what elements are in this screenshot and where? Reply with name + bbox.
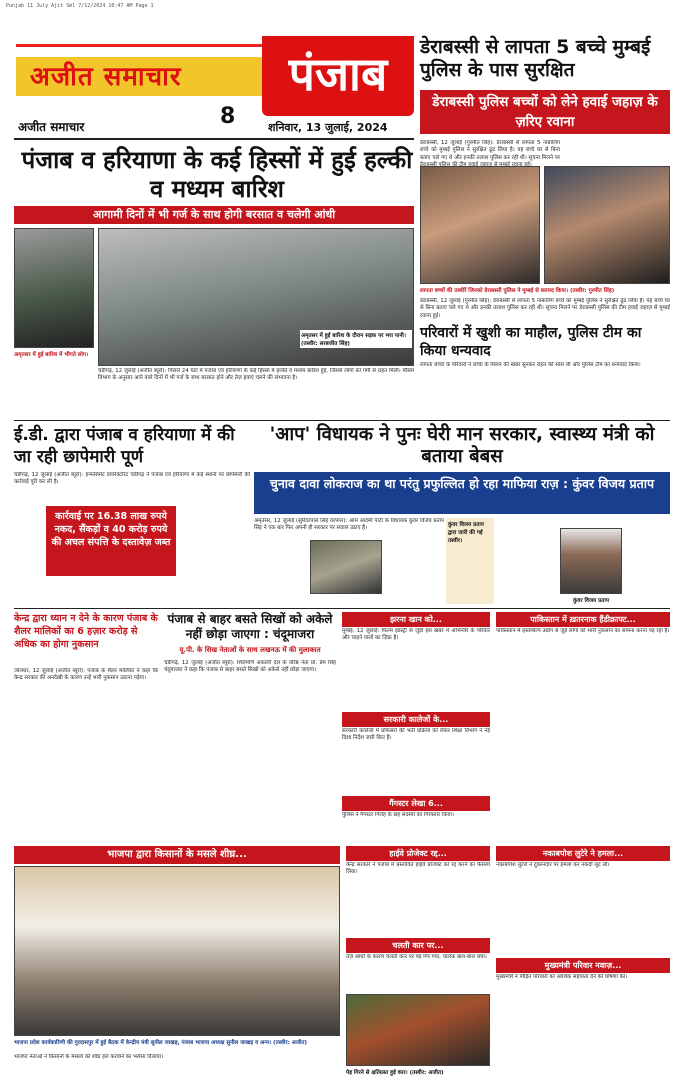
cm-body: मुख्यमंत्री ने पीड़ित परिवारों को आर्थिक सहायता देने की घोषणा की।: [496, 974, 628, 980]
masthead-date: शनिवार, 13 जुलाई, 2024: [268, 121, 388, 134]
bjp-photo: [14, 866, 340, 1036]
page-number: 8: [220, 104, 236, 129]
missing-photo-caption: लापता बच्चों की तस्वीरें जिनको डेराबस्सी पुलिस ने मुम्बई से बरामद किया। (तस्वीर: गुरमीत सिंह): [420, 288, 615, 294]
ed-pull-quote: कार्रवाई पर 16.38 लाख रुपये नकद, सैंकड़ों व 40 करोड़ रुपये की अचल संपत्ति के दस्तावेज़ जब्त: [46, 506, 176, 576]
missing-subhead: डेराबस्सी पुलिस बच्चों को लेने हवाई जहाज़ के ज़रिए रवाना: [420, 90, 670, 134]
print-strip: Punjab 11 July Ajit Sml 7/12/2024 10:47 AM Page 1: [6, 3, 154, 9]
rain-side-caption: अमृतसर में हुई बारिश में भीगते लोग।: [14, 352, 89, 358]
aap-portrait: [560, 528, 622, 594]
sikh-headline: पंजाब से बाहर बसते सिखों को अकेले नहीं छोड़ा जाएगा : चंदूमाजरा: [167, 612, 333, 641]
aap-body: अमृतसर, 12 जुलाई (सुरिंदरपाल सिंह वरपाल): आम आदमी पार्टी के विधायक कुंवर विजय प्रताप सिंह ने एक बार फिर अपनी ही सरकार पर सवाल उठाए हैं।: [254, 518, 444, 532]
colleges-headline: सरकारी कालेजों के...: [342, 712, 490, 727]
bjp-photo-caption: भाजपा प्रदेश कार्यकारिणी की गुरदासपुर में हुई बैठक में केन्द्रीय मंत्री सुनील जाखड़, पंजाब भाजपा अध्यक्ष सुनील जाखड़ व अन्य। (तस्वीर: अजीत): [14, 1040, 308, 1046]
highway-headline: हाईवे प्रोजेक्ट रद्द...: [346, 846, 490, 861]
rain-side-photo: [14, 228, 94, 348]
missing-body-2: डेराबस्सी, 12 जुलाई (गुरमीत सिंह): डेराबस्सी से लापता 5 नाबालिग बच्चे को मुम्बई पुलिस ने सुरक्षित ढूंढ लिया है। यह बच्चे घर से बिना बताए चले गए थे और इनकी तलाश पुलिस कर रही थी। सूचना मिलने पर डेराबस्सी पुलिस की टीम हवाई जहाज़ से मुम्बई रवाना हुई।: [420, 298, 670, 319]
aap-band: चुनाव दावा लोकराज का था परंतु प्रफुल्लित हो रहा माफिया राज़ : कुंवर विजय प्रताप: [254, 472, 670, 514]
jhorna-body: मुम्बई, 12 जुलाई: फिल्म इंडस्ट्री से जुड़ी इस खबर में अभिनेत्री के परिवार और चाहने वालों का ज़िक्र है।: [342, 628, 490, 642]
families-headline: परिवारों में खुशी का माहौल, पुलिस टीम का किया धन्यवाद: [420, 325, 642, 359]
loss-headline: केन्द्र द्वारा ध्यान न देने के कारण पंजाब के शैलर मालिकों का 6 हज़ार करोड़ से अधिक का होगा नुकसान: [14, 613, 158, 650]
pakistan-body: पाकिस्तान में हस्तशिल्प उद्योग से जुड़े लोगों को भारी नुकसान का सामना करना पड़ रहा है।: [496, 628, 670, 634]
ed-body: चंडीगढ़, 12 जुलाई (अजीत ब्यूरो): इन्फोर्समेंट डायरेक्टोरेट चंडीगढ़ ने पंजाब एवं हरियाणा में कई स्थानों पर छापेमारी की कार्रवाई पूरी कर ली है।: [14, 472, 250, 486]
rule-2: [14, 608, 670, 609]
bjp-headline: भाजपा द्वारा किसानों के मसले शीघ्र...: [14, 846, 340, 864]
jhorna-headline: झरना खान को...: [342, 612, 490, 627]
sikh-body: चंडीगढ़, 12 जुलाई (अजीत ब्यूरो): शिरोमणि अकाली दल के वरिष्ठ नेता प्रो. प्रेम सिंह चंदूमाजरा ने कहा कि पंजाब से बाहर बसते सिखों को अकेले नहीं छोड़ा जाएगा।: [164, 660, 336, 674]
aap-portrait-caption: कुंवर विजय प्रताप: [573, 598, 609, 604]
loss-body: जालंधर, 12 जुलाई (अजीत ब्यूरो): पंजाब के शैलर मालिकों ने कहा कि केन्द्र सरकार की अनदेखी के कारण उन्हें भारी नुकसान उठाना पड़ेगा।: [14, 668, 158, 682]
masthead-rule: [14, 138, 414, 140]
gangster-body: पुलिस ने गैंगस्टर गिरोह के छह सदस्यों को गिरफ्तार किया।: [342, 812, 454, 818]
highway-body: केन्द्र सरकार ने पंजाब में प्रस्तावित हाईवे प्रोजेक्ट को रद्द करने का फैसला लिया।: [346, 862, 490, 876]
missing-photo-2: [544, 166, 670, 284]
masthead: [12, 36, 414, 136]
rain-photo-caption: अमृतसर में हुई बारिश के दौरान सड़क पर भरा पानी। (तस्वीर: सरबजीत सिंह): [300, 330, 412, 348]
masthead-subtitle: अजीत समाचार: [18, 120, 85, 134]
sikh-subhead: यू.पी. के सिख नेताओं के साथ लखनऊ में की मुलाकात: [179, 646, 321, 654]
families-body: लापता बच्चों के परिवारों ने बच्चों के मिलने की खबर सुनकर राहत की सांस ली और पुलिस टीम का धन्यवाद किया।: [420, 362, 641, 368]
aap-side-photo: [310, 540, 382, 594]
missing-photo-1: [420, 166, 540, 284]
robbers-body: नकाबपोश लुटेरों ने दुकानदार पर हमला कर नकदी लूट ली।: [496, 862, 610, 868]
pakistan-headline: पाकिस्तान में ख़तरनाक हैंडीक्राफ्ट...: [496, 612, 670, 627]
kaar-headline: चलती कार पर...: [346, 938, 490, 953]
kaar-photo-caption: पेड़ गिरने से क्षतिग्रस्त हुई कार। (तस्वीर: अजीत): [346, 1070, 444, 1076]
missing-body: डेराबस्सी, 12 जुलाई (गुरमीत सिंह): डेराबस्सी से लापता 5 नाबालिग बच्चे को मुम्बई पुलिस ने सुरक्षित ढूंढ लिया है। यह बच्चे घर से बिना बताए चले गए थे और इनकी तलाश पुलिस कर रही थी। सूचना मिलने पर: [420, 140, 560, 161]
rain-headline: पंजाब व हरियाणा के कई हिस्सों में हुई हल्की व मध्यम बारिश: [21, 146, 413, 203]
kaar-body: तेज़ आंधी के कारण चलती कार पर पेड़ गिर गया, चालक बाल-बाल बचा।: [346, 954, 487, 960]
missing-headline: डेराबस्सी से लापता 5 बच्चे मुम्बई पुलिस के पास सुरक्षित: [420, 36, 651, 81]
rain-band: आगामी दिनों में भी गर्ज के साथ होगी बरसात व चलेगी आंधी: [14, 206, 414, 224]
aap-side-note: कुंवर विजय प्रताप द्वारा जारी की गई तस्वीर।: [446, 518, 494, 604]
rain-body: चंडीगढ़, 12 जुलाई (अजीत ब्यूरो): पिछले 24 घंटों में पंजाब एवं हरियाणा के कई हिस्सों में हल्की व मध्यम बारिश हुई, जिससे लोगों को गर्मी से राहत मिली। मौसम विभाग के अनुसार आने वाले दिनों में भी गर्ज के साथ बरसात होने और तेज़ हवाएं चलने की संभावना है।: [98, 368, 414, 382]
bjp-body: भाजपा नेताओं ने किसानों के मसलों को शीघ्र हल करवाने का भरोसा दिलाया।: [14, 1054, 164, 1060]
gangster-headline: गैंगस्टर लेखा 6...: [342, 796, 490, 811]
rule-1: [14, 420, 670, 421]
section-logo: पंजाब: [262, 36, 414, 116]
aap-headline: 'आप' विधायक ने पुनः घेरी मान सरकार, स्वास्थ्य मंत्री को बताया बेबस: [269, 424, 655, 467]
cm-headline: मुख्यमंत्री परिवार नवाज़...: [496, 958, 670, 973]
kaar-photo: [346, 994, 490, 1066]
colleges-body: सरकारी कालेजों में प्रोफेसरों की भर्ती प्रक्रिया को लेकर शिक्षा विभाग ने नई दिशा निर्देश जारी किए हैं।: [342, 728, 490, 742]
ed-headline: ई.डी. द्वारा पंजाब व हरियाणा में की जा रही छापेमारी पूर्ण: [14, 425, 235, 467]
robbers-headline: नकाबपोश लुटेरे ने हमला...: [496, 846, 670, 861]
brand-logo: अजीत समाचार: [16, 44, 264, 96]
